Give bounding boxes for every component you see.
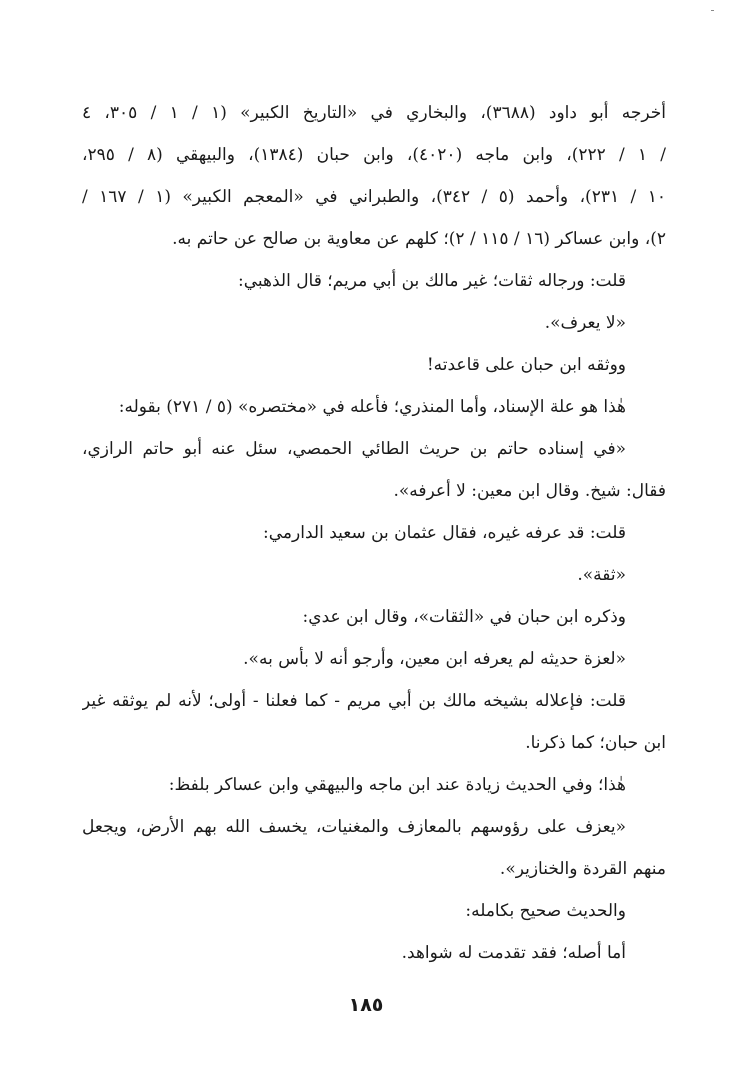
text-line: «لعزة حديثه لم يعرفه ابن معين، وأرجو أنه لا بأس به». — [243, 649, 626, 669]
text-line: ٢)، وابن عساكر (١٦ / ١١٥ / ٢)؛ كلهم عن معاوية بن صالح عن حاتم به. — [172, 229, 666, 249]
text-line: «ثقة». — [577, 565, 626, 585]
text-line: قلت: قد عرفه غيره، فقال عثمان بن سعيد الدارمي: — [263, 523, 626, 543]
text-line: أخرجه أبو داود (٣٦٨٨)، والبخاري في «التاريخ الكبير» (١ / ١ / ٣٠٥، ٤ — [82, 103, 666, 123]
text-line: ١٠ / ٢٣١)، وأحمد (٥ / ٣٤٢)، والطبراني في «المعجم الكبير» (١ / ١٦٧ / — [82, 187, 666, 207]
text-line: قلت: فإعلاله بشيخه مالك بن أبي مريم - كما فعلنا - أولى؛ لأنه لم يوثقه غير — [82, 691, 626, 711]
text-line: وذكره ابن حبان في «الثقات»، وقال ابن عدي: — [302, 607, 626, 627]
page-body — [82, 92, 666, 974]
text-line: «في إسناده حاتم بن حريث الطائي الحمصي، سئل عنه أبو حاتم الرازي، — [82, 439, 626, 459]
text-line: هٰذا هو علة الإسناد، وأما المنذري؛ فأعله في «مختصره» (٥ / ٢٧١) بقوله: — [118, 397, 626, 417]
text-line: هٰذا؛ وفي الحديث زيادة عند ابن ماجه والبيهقي وابن عساكر بلفظ: — [168, 775, 626, 795]
text-line: «لا يعرف». — [544, 313, 626, 333]
scan-mark — [711, 10, 714, 11]
text-line: قلت: ورجاله ثقات؛ غير مالك بن أبي مريم؛ قال الذهبي: — [237, 271, 626, 291]
text-line: فقال: شيخ. وقال ابن معين: لا أعرفه». — [393, 481, 666, 501]
text-line: منهم القردة والخنازير». — [499, 859, 666, 879]
text-line: / ١ / ٢٢٢)، وابن ماجه (٤٠٢٠)، وابن حبان (١٣٨٤)، والبيهقي (٨ / ٢٩٥، — [82, 145, 666, 165]
text-line: «يعزف على رؤوسهم بالمعازف والمغنيات، يخسف الله بهم الأرض، ويجعل — [82, 817, 626, 837]
text-line: أما أصله؛ فقد تقدمت له شواهد. — [401, 943, 626, 963]
text-line: ابن حبان؛ كما ذكرنا. — [525, 733, 666, 753]
text-line: ووثقه ابن حبان على قاعدته! — [426, 355, 626, 375]
page-number: ١٨٥ — [348, 994, 384, 1016]
text-line: والحديث صحيح بكامله: — [465, 901, 626, 921]
